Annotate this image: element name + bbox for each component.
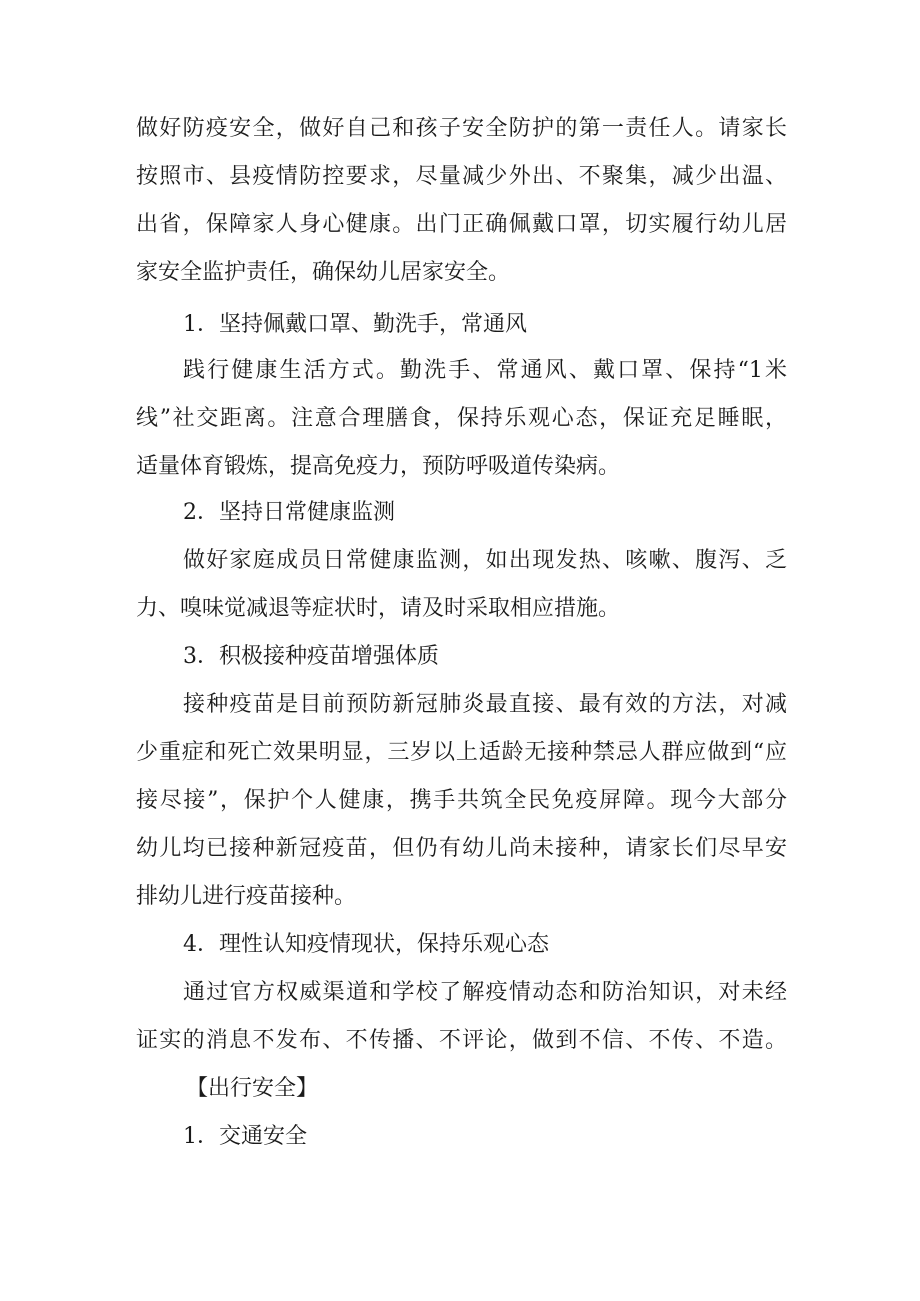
paragraph-line: 排幼儿进行疫苗接种。 (136, 884, 357, 909)
paragraph-line: 幼儿均已接种新冠疫苗，但仍有幼儿尚未接种，请家长们尽早安 (136, 836, 787, 861)
paragraph-line: 线”社交距离。注意合理膳食，保持乐观心态，保证充足睡眠， (136, 406, 787, 431)
section-heading: 4．理性认知疫情现状，保持乐观心态 (183, 932, 549, 957)
paragraph-line: 家安全监护责任，确保幼儿居家安全。 (136, 260, 511, 285)
paragraph-line: 按照市、县疫情防控要求，尽量减少外出、不聚集，减少出温、 (136, 164, 787, 189)
category-heading: 【出行安全】 (186, 1076, 319, 1101)
paragraph-line: 做好家庭成员日常健康监测，如出现发热、咳嗽、腹泻、乏 (183, 548, 787, 573)
paragraph-line: 适量体育锻炼，提高免疫力，预防呼吸道传染病。 (136, 454, 621, 479)
paragraph-line: 接尽接”，保护个人健康，携手共筑全民免疫屏障。现今大部分 (136, 788, 787, 813)
paragraph-line: 做好防疫安全，做好自己和孩子安全防护的第一责任人。请家长 (136, 116, 787, 141)
section-heading: 3．积极接种疫苗增强体质 (183, 644, 439, 669)
paragraph-line: 力、嗅味觉减退等症状时，请及时采取相应措施。 (136, 596, 621, 621)
paragraph-line: 少重症和死亡效果明显，三岁以上适龄无接种禁忌人群应做到“应 (136, 740, 787, 765)
section-heading: 1．坚持佩戴口罩、勤洗手，常通风 (183, 312, 527, 337)
section-heading: 1．交通安全 (183, 1124, 307, 1149)
paragraph-line: 证实的消息不发布、不传播、不评论，做到不信、不传、不造。 (136, 1028, 787, 1053)
paragraph-line: 出省，保障家人身心健康。出门正确佩戴口罩，切实履行幼儿居 (136, 212, 787, 237)
paragraph-line: 通过官方权威渠道和学校了解疫情动态和防治知识，对未经 (183, 980, 787, 1005)
paragraph-line: 践行健康生活方式。勤洗手、常通风、戴口罩、保持“1米 (183, 358, 787, 383)
paragraph-line: 接种疫苗是目前预防新冠肺炎最直接、最有效的方法，对减 (183, 692, 787, 717)
section-heading: 2．坚持日常健康监测 (183, 500, 395, 525)
